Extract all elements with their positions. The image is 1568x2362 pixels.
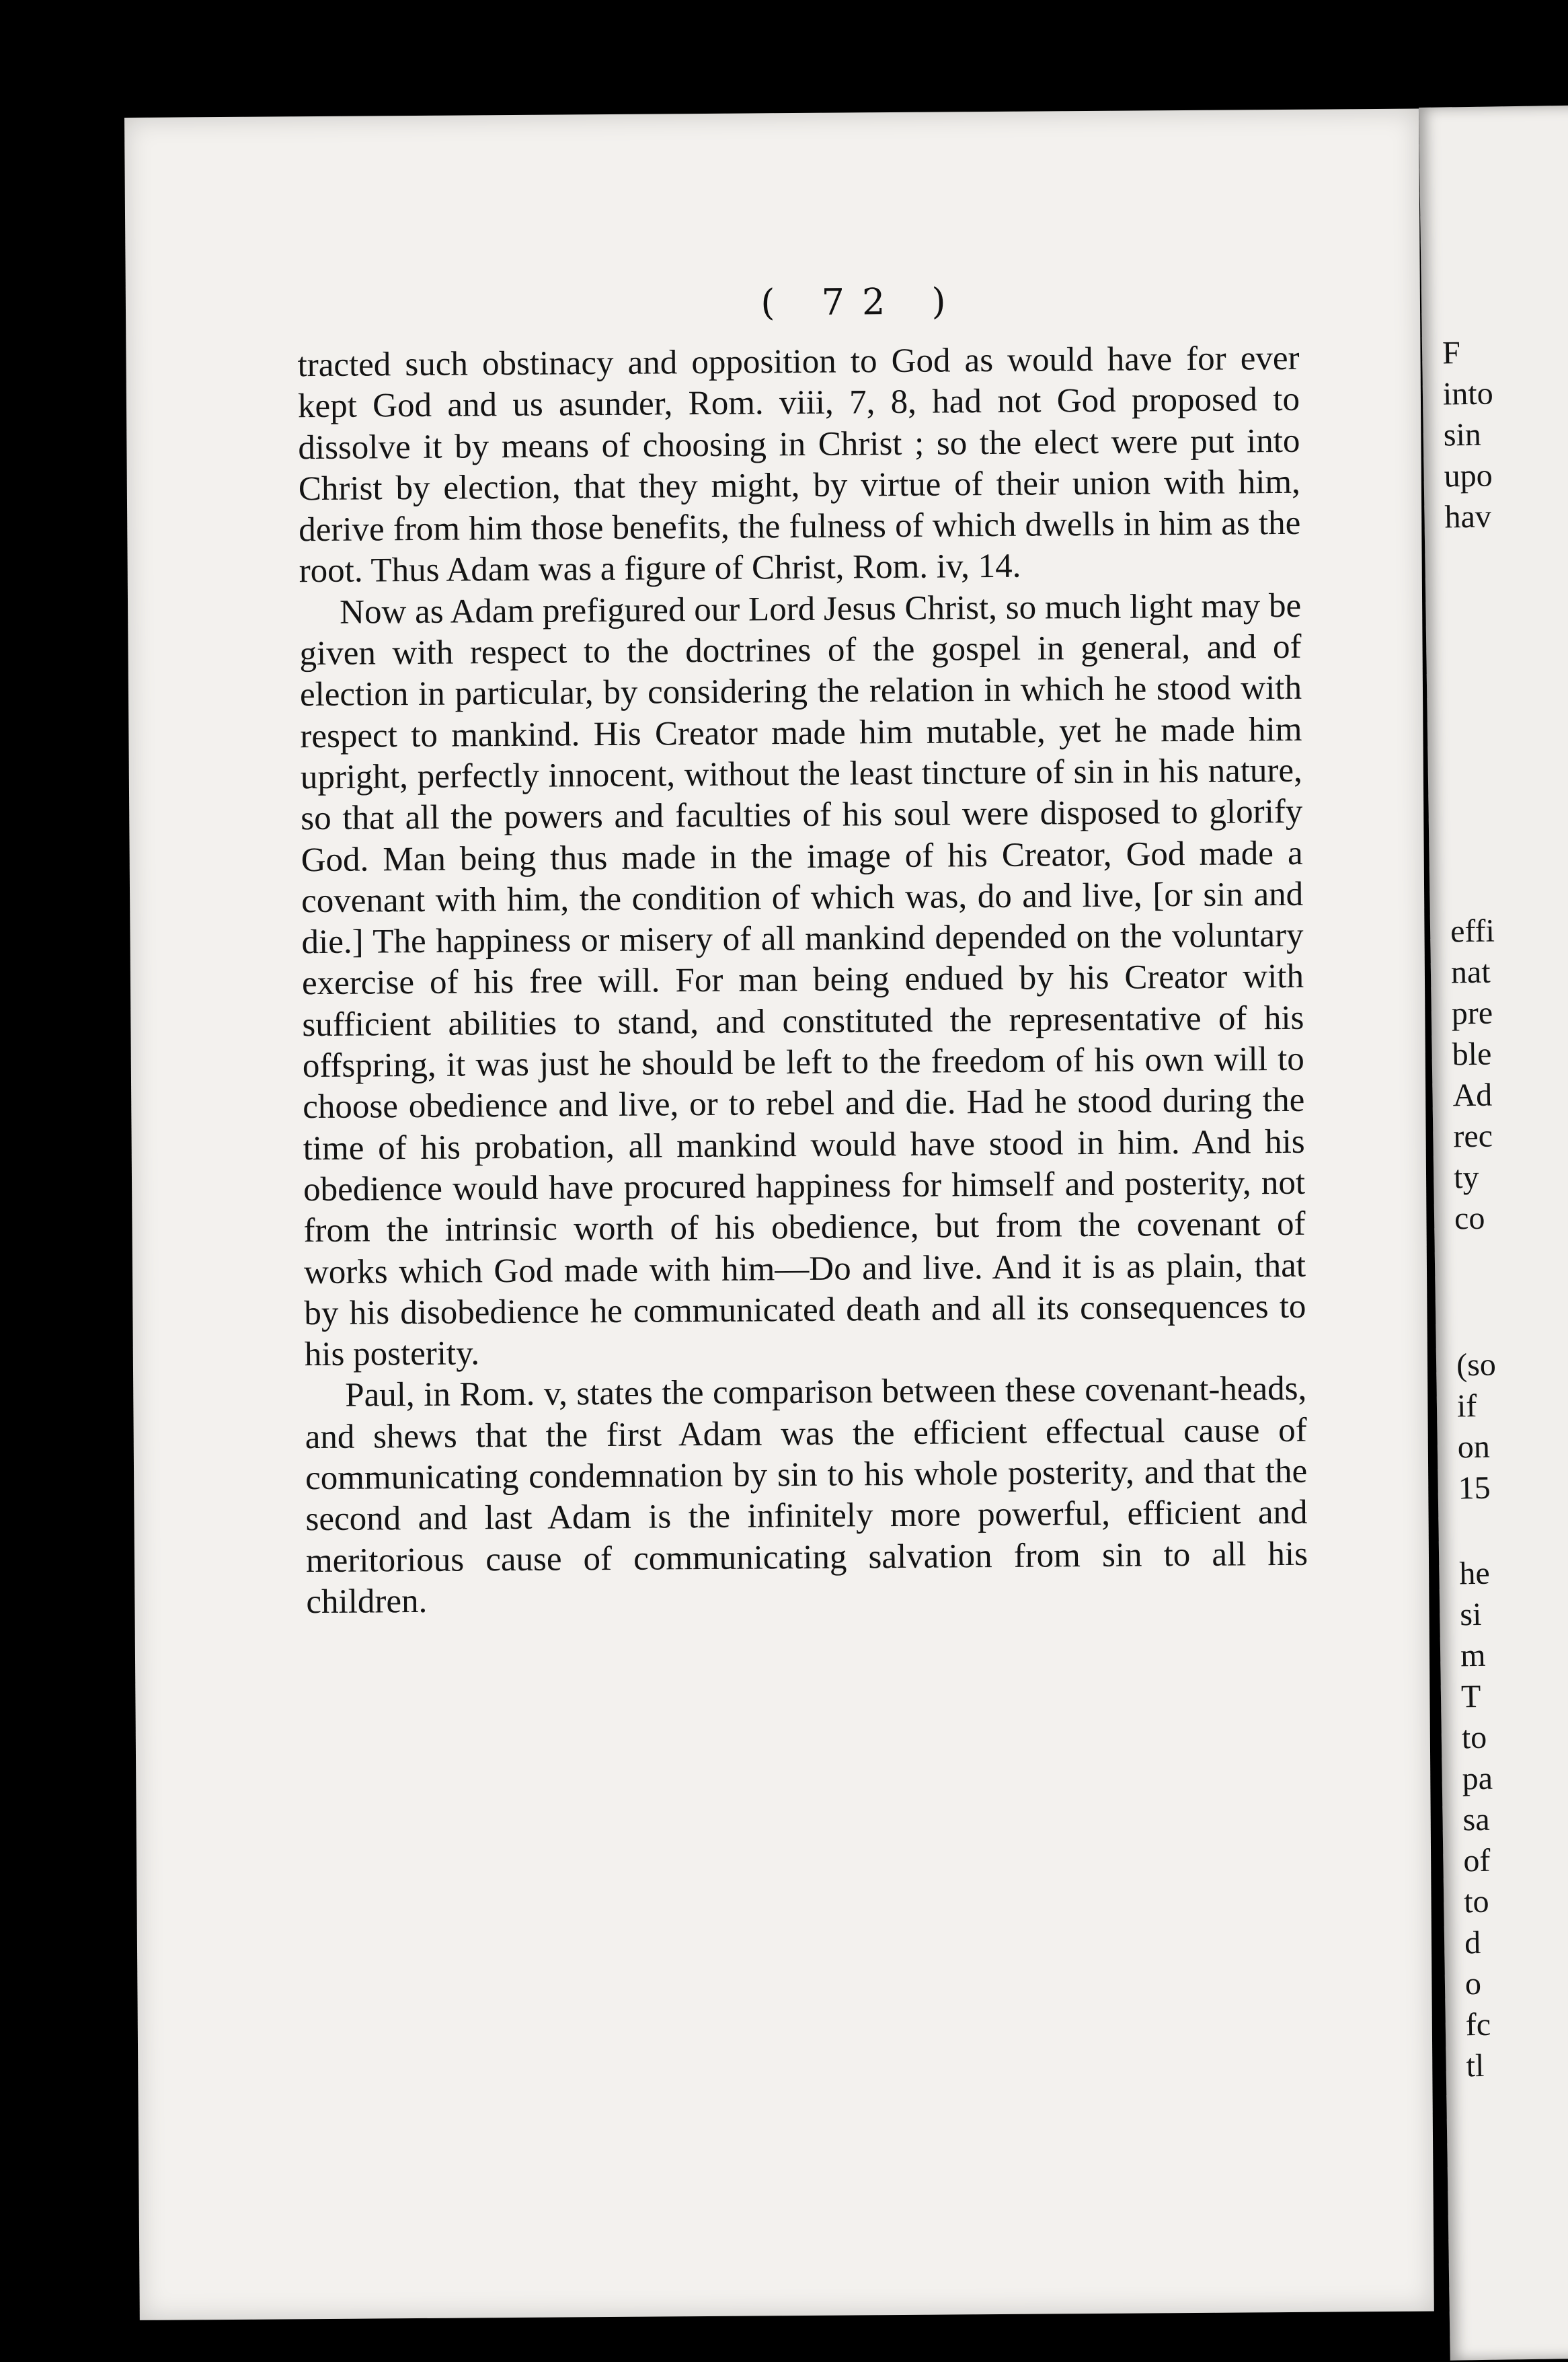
facing-page-fragment-block-1	[1442, 332, 1495, 538]
fragment-line: Ad	[1452, 1077, 1493, 1114]
fragment-line: F	[1442, 335, 1461, 371]
fragment-line: (so	[1456, 1346, 1497, 1383]
fragment-line: pre	[1451, 995, 1493, 1032]
fragment-line: ble	[1452, 1036, 1492, 1073]
fragment-line: on	[1457, 1428, 1491, 1465]
fragment-line: ty	[1453, 1159, 1479, 1196]
fragment-line: fc	[1465, 2006, 1491, 2043]
fragment-line: upo	[1444, 457, 1493, 494]
paragraph-1: tracted such obstinacy and opposition to God as would have for ever kept God and us asunder, Rom. viii, 7, 8, had not God proposed to dissolve it by means of choosing in Christ ; so the elect were put into Christ by election, that they might, by virtue of their union with him, derive from him those benefits, the fulness of which dwells in him as the root. Thus Adam was a figure of Christ, Rom. iv, 14.	[297, 339, 1301, 590]
fragment-line: pa	[1462, 1760, 1493, 1797]
facing-page-fragment-block-4	[1459, 1553, 1497, 2087]
fragment-line: of	[1463, 1842, 1491, 1879]
fragment-line: to	[1461, 1719, 1487, 1756]
page-number-header: ( 72 )	[760, 280, 964, 324]
fragment-line: hav	[1444, 498, 1492, 535]
fragment-line: co	[1454, 1200, 1485, 1237]
page-body-text	[297, 338, 1308, 1624]
fragment-line: sin	[1443, 416, 1482, 453]
fragment-line: nat	[1450, 954, 1491, 991]
fragment-line: 15	[1458, 1470, 1491, 1507]
fragment-line: tl	[1466, 2047, 1485, 2084]
fragment-line: to	[1463, 1883, 1489, 1920]
facing-page-edge	[1419, 105, 1568, 2361]
fragment-line: if	[1456, 1387, 1477, 1424]
fragment-line: effi	[1450, 913, 1495, 950]
fragment-line: o	[1464, 1965, 1482, 2002]
fragment-line: si	[1459, 1596, 1482, 1633]
facing-page-fragment-block-3	[1456, 1344, 1498, 1509]
fragment-line: rec	[1452, 1118, 1493, 1155]
fragment-line: sa	[1462, 1801, 1490, 1838]
fragment-line: he	[1459, 1555, 1491, 1592]
facing-page-fragment-block-2	[1450, 911, 1499, 1240]
paragraph-3: Paul, in Rom. v, states the comparison between these covenant-heads, and shews that the first Adam was the efficient effectual cause of communicating condemnation by sin to his whole posterity, and that the second and last Adam is the infinitely more powerful, efficient and meritorious cause of communicating salvation from sin to all his children.	[305, 1370, 1308, 1622]
fragment-line: m	[1460, 1637, 1486, 1674]
fragment-line: d	[1464, 1924, 1481, 1961]
fragment-line: into	[1442, 375, 1493, 412]
paragraph-2: Now as Adam prefigured our Lord Jesus Christ, so much light may be given with respect to the doctrines of the gospel in general, and of election in particular, by considering the relation in which he stood with respect to mankind. His Creator made him mutable, yet he made him upright, perfectly innocent, without the least tincture of sin in his nature, so that all the powers and faculties of his soul were disposed to glorify God. Man being thus made in the image of his Creator, God made a covenant with him, the condition of which was, do and live, [or sin and die.] The happiness or misery of all mankind depended on the voluntary exercise of his free will. For man being endued by his Creator with sufficient abilities to stand, and constituted the representative of his offspring, it was just he should be left to the freedom of his own will to choose obedience and live, or to rebel and die. Had he stood during the time of his probation, all mankind would have stood in him. And his obedience would have procured happiness for himself and posterity, not from the intrinsic worth of his obedience, but from the covenant of works which God made with him—Do and live. And it is as plain, that by his disobedience he communicated death and all its consequences to his posterity.	[299, 586, 1306, 1374]
fragment-line: T	[1460, 1678, 1481, 1715]
book-page	[124, 109, 1434, 2320]
